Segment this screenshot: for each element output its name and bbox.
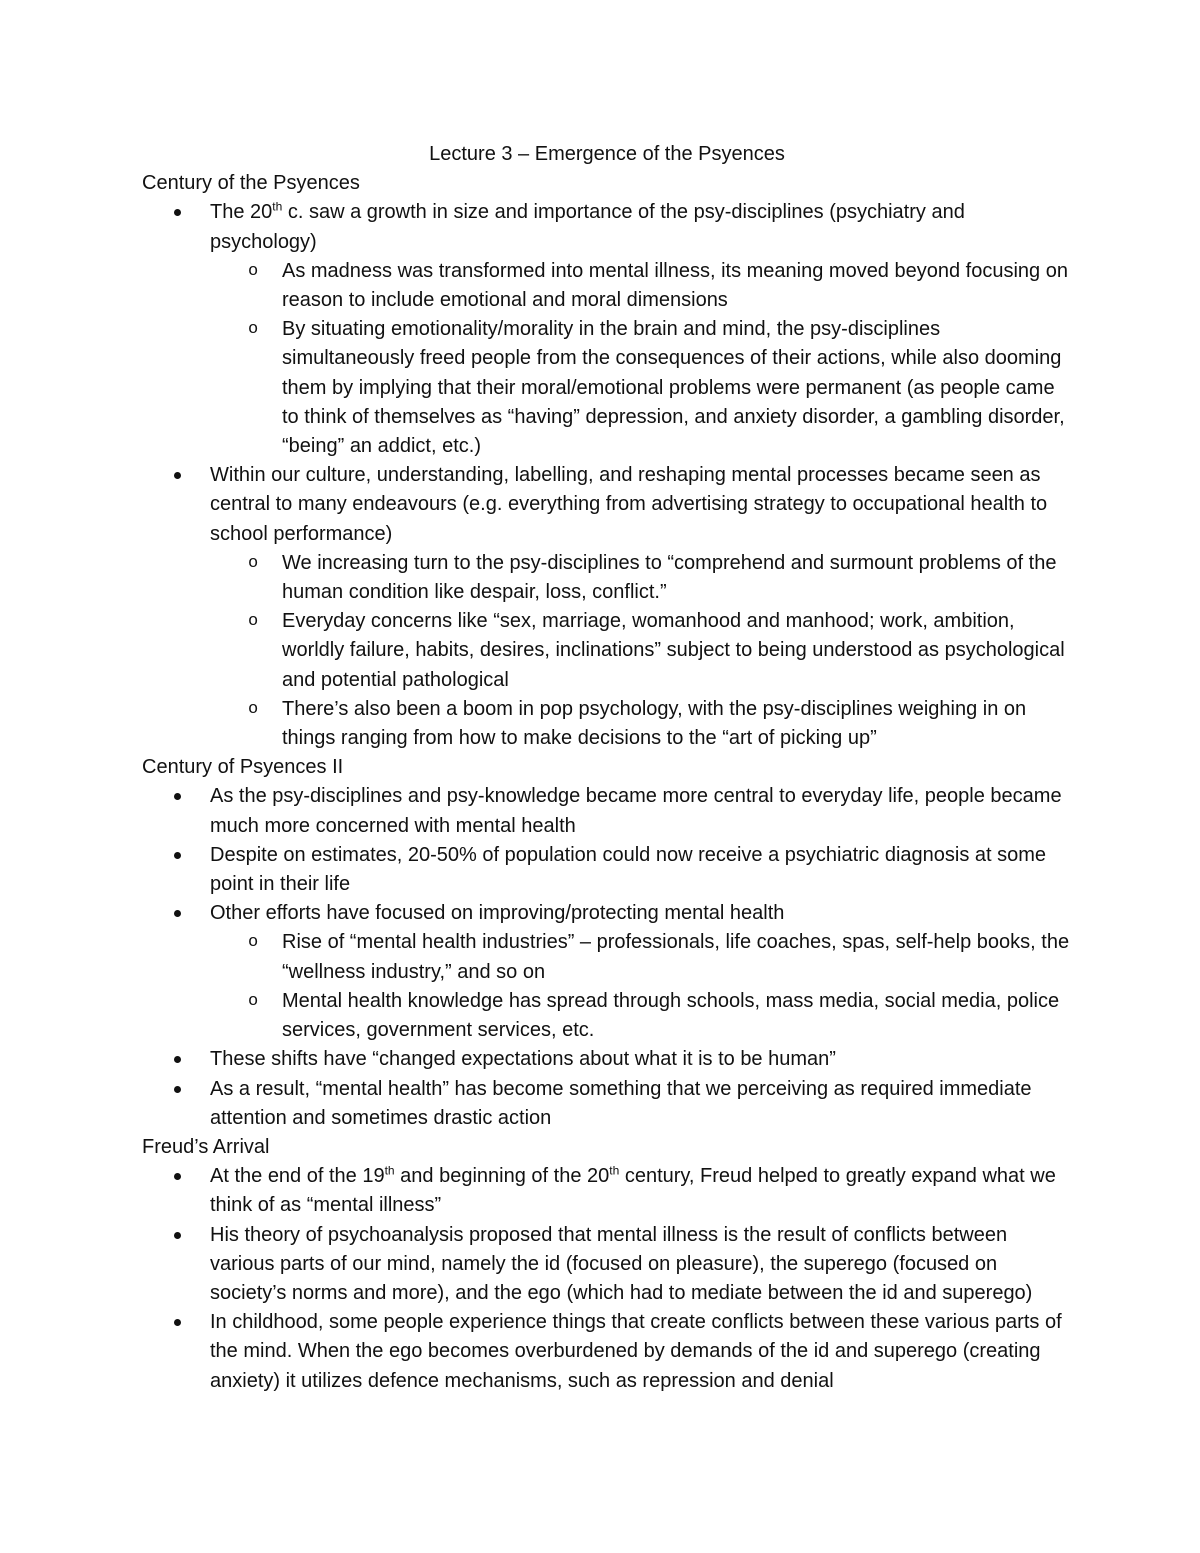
- bullet-item: As the psy-disciplines and psy-knowledge became more central to everyday life, people became much more concerned with mental health: [142, 782, 1072, 840]
- sub-bullet-item: o There’s also been a boom in pop psychology, with the psy-disciplines weighing in on things ranging from how to make decisions to the “art of picking up”: [210, 695, 1072, 753]
- bullet-text: At the end of the 19: [210, 1165, 385, 1188]
- superscript: th: [609, 1163, 620, 1178]
- sub-bullet-item: o As madness was transformed into mental illness, its meaning moved beyond focusing on reason to include emotional and moral dimensions: [210, 257, 1072, 315]
- document-body: [142, 140, 1072, 1396]
- sub-bullet-list: [210, 549, 1072, 753]
- bullet-item: His theory of psychoanalysis proposed that mental illness is the result of conflicts between various parts of our mind, namely the id (focused on pleasure), the superego (focused on society’s norms and more), and the ego (which had to mediate between the id and superego): [142, 1221, 1072, 1309]
- sub-bullet-item: o Everyday concerns like “sex, marriage, womanhood and manhood; work, ambition, worldly failure, habits, desires, inclinations” subject to being understood as psychological and potential pathological: [210, 607, 1072, 695]
- bullet-text: The 20: [210, 201, 273, 224]
- sub-bullet-item: o Mental health knowledge has spread through schools, mass media, social media, police services, government services, etc.: [210, 987, 1072, 1045]
- bullet-list: [142, 198, 1072, 753]
- sub-bullet-item: o We increasing turn to the psy-disciplines to “comprehend and surmount problems of the human condition like despair, loss, conflict.”: [210, 549, 1072, 607]
- bullet-item: In childhood, some people experience things that create conflicts between these various parts of the mind. When the ego becomes overburdened by demands of the id and superego (creating anxiety) it utilizes defence mechanisms, such as repression and denial: [142, 1308, 1072, 1396]
- section-heading: Century of Psyences II: [142, 756, 344, 779]
- sub-bullet-list: [210, 928, 1072, 1045]
- bullet-item: [142, 1162, 1072, 1220]
- sub-bullet-item: o By situating emotionality/morality in the brain and mind, the psy-disciplines simultaneously freed people from the consequences of their actions, while also dooming them by implying that their moral/emotional problems were permanent (as people came to think of themselves as “having” depression, and anxiety disorder, a gambling disorder, “being” an addict, etc.): [210, 315, 1072, 461]
- sub-bullet-list: [210, 257, 1072, 461]
- superscript: th: [384, 1163, 395, 1178]
- section-heading: Freud’s Arrival: [142, 1135, 270, 1158]
- bullet-item: These shifts have “changed expectations about what it is to be human”: [142, 1045, 1072, 1074]
- bullet-text: Within our culture, understanding, labelling, and reshaping mental processes became seen as central to many endeavours (e.g. everything from advertising strategy to occupational health to school performance): [210, 464, 1048, 545]
- bullet-text: Other efforts have focused on improving/protecting mental health: [210, 902, 785, 925]
- bullet-item: Despite on estimates, 20-50% of population could now receive a psychiatric diagnosis at some point in their life: [142, 841, 1072, 899]
- bullet-text: and beginning of the 20: [394, 1165, 610, 1188]
- bullet-item: [142, 461, 1072, 753]
- bullet-list: [142, 1162, 1072, 1396]
- bullet-text: century, Freud helped to greatly expand what we think of as “mental illness”: [210, 1165, 1056, 1217]
- page-title: Lecture 3 – Emergence of the Psyences: [429, 143, 785, 165]
- bullet-list: [142, 782, 1072, 1132]
- bullet-item: As a result, “mental health” has become something that we perceiving as required immediate attention and sometimes drastic action: [142, 1075, 1072, 1133]
- sub-bullet-item: o Rise of “mental health industries” – professionals, life coaches, spas, self-help books, the “wellness industry,” and so on: [210, 928, 1072, 986]
- bullet-item: [142, 899, 1072, 1045]
- bullet-item: [142, 198, 1072, 461]
- superscript: th: [272, 199, 283, 214]
- bullet-text: c. saw a growth in size and importance of the psy-disciplines (psychiatry and psychology): [210, 201, 965, 253]
- section-heading: Century of the Psyences: [142, 172, 360, 195]
